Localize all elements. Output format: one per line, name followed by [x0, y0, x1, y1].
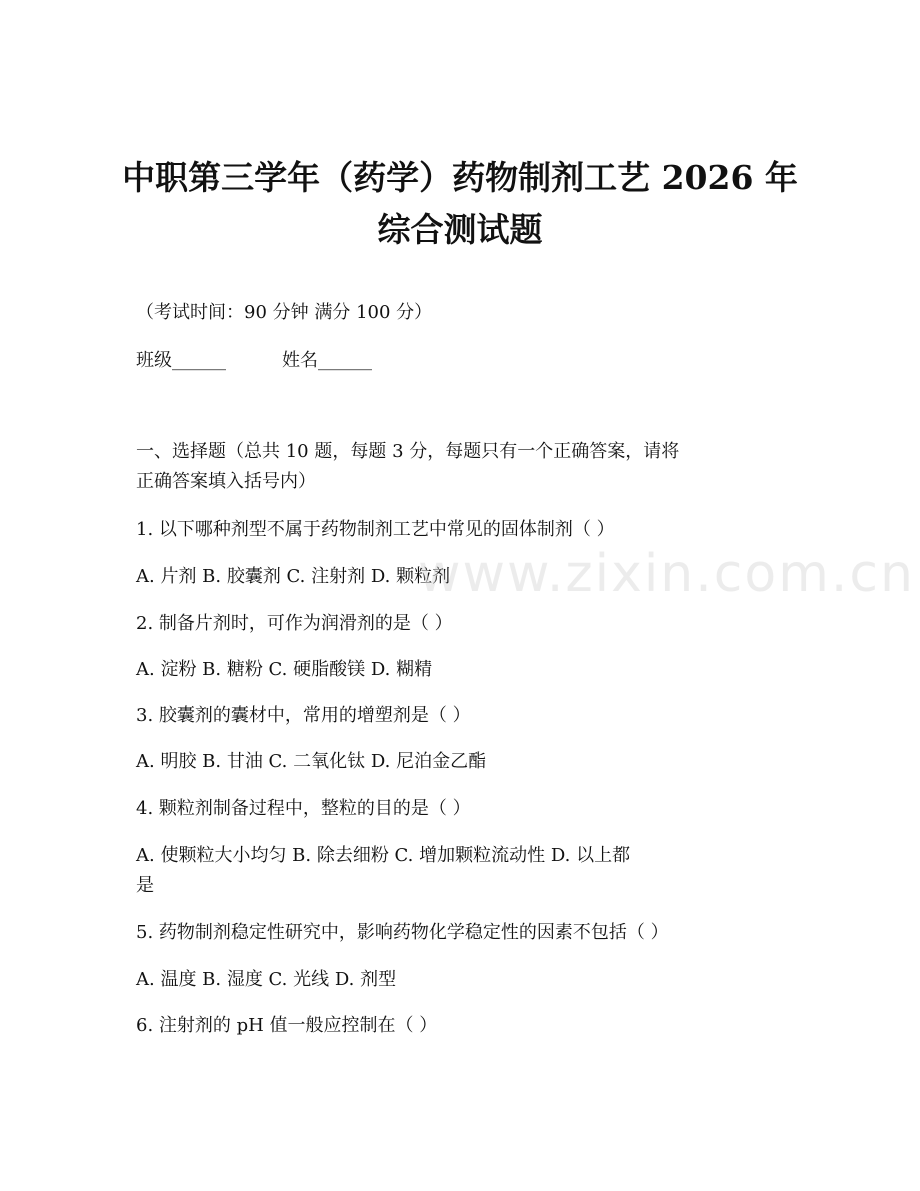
title-line-2: 综合测试题	[377, 210, 543, 249]
section-heading-line-1: 一、选择题（总共 10 题，每题 3 分，每题只有一个正确答案，请将	[136, 441, 680, 462]
question-4-options-line-2: 是	[136, 875, 154, 896]
student-info	[136, 346, 786, 376]
watermark: www.zixin.com.cn	[418, 544, 915, 604]
class-label: 班级______	[136, 350, 226, 371]
question-4: 4. 颗粒剂制备过程中，整粒的目的是（ ）	[136, 798, 471, 819]
question-5-options: A. 温度 B. 湿度 C. 光线 D. 剂型	[136, 969, 397, 990]
question-1-options: A. 片剂 B. 胶囊剂 C. 注射剂 D. 颗粒剂	[136, 566, 451, 587]
question-1: 1. 以下哪种剂型不属于药物制剂工艺中常见的固体制剂（ ）	[136, 519, 615, 540]
question-5: 5. 药物制剂稳定性研究中，影响药物化学稳定性的因素不包括（ ）	[136, 922, 669, 943]
question-2-options: A. 淀粉 B. 糖粉 C. 硬脂酸镁 D. 糊精	[136, 659, 433, 680]
document-title	[100, 152, 820, 256]
section-heading-line-2: 正确答案填入括号内）	[136, 471, 316, 492]
question-4-options-line-1: A. 使颗粒大小均匀 B. 除去细粉 C. 增加颗粒流动性 D. 以上都	[136, 845, 631, 866]
question-3: 3. 胶囊剂的囊材中，常用的增塑剂是（ ）	[136, 705, 471, 726]
title-line-1: 中职第三学年（药学）药物制剂工艺 2026 年	[122, 158, 798, 197]
exam-info: （考试时间：90 分钟 满分 100 分）	[136, 302, 433, 323]
question-3-options: A. 明胶 B. 甘油 C. 二氧化钛 D. 尼泊金乙酯	[136, 751, 487, 772]
question-2: 2. 制备片剂时，可作为润滑剂的是（ ）	[136, 613, 453, 634]
question-6: 6. 注射剂的 pH 值一般应控制在（ ）	[136, 1015, 438, 1036]
name-label: 姓名______	[282, 350, 372, 371]
